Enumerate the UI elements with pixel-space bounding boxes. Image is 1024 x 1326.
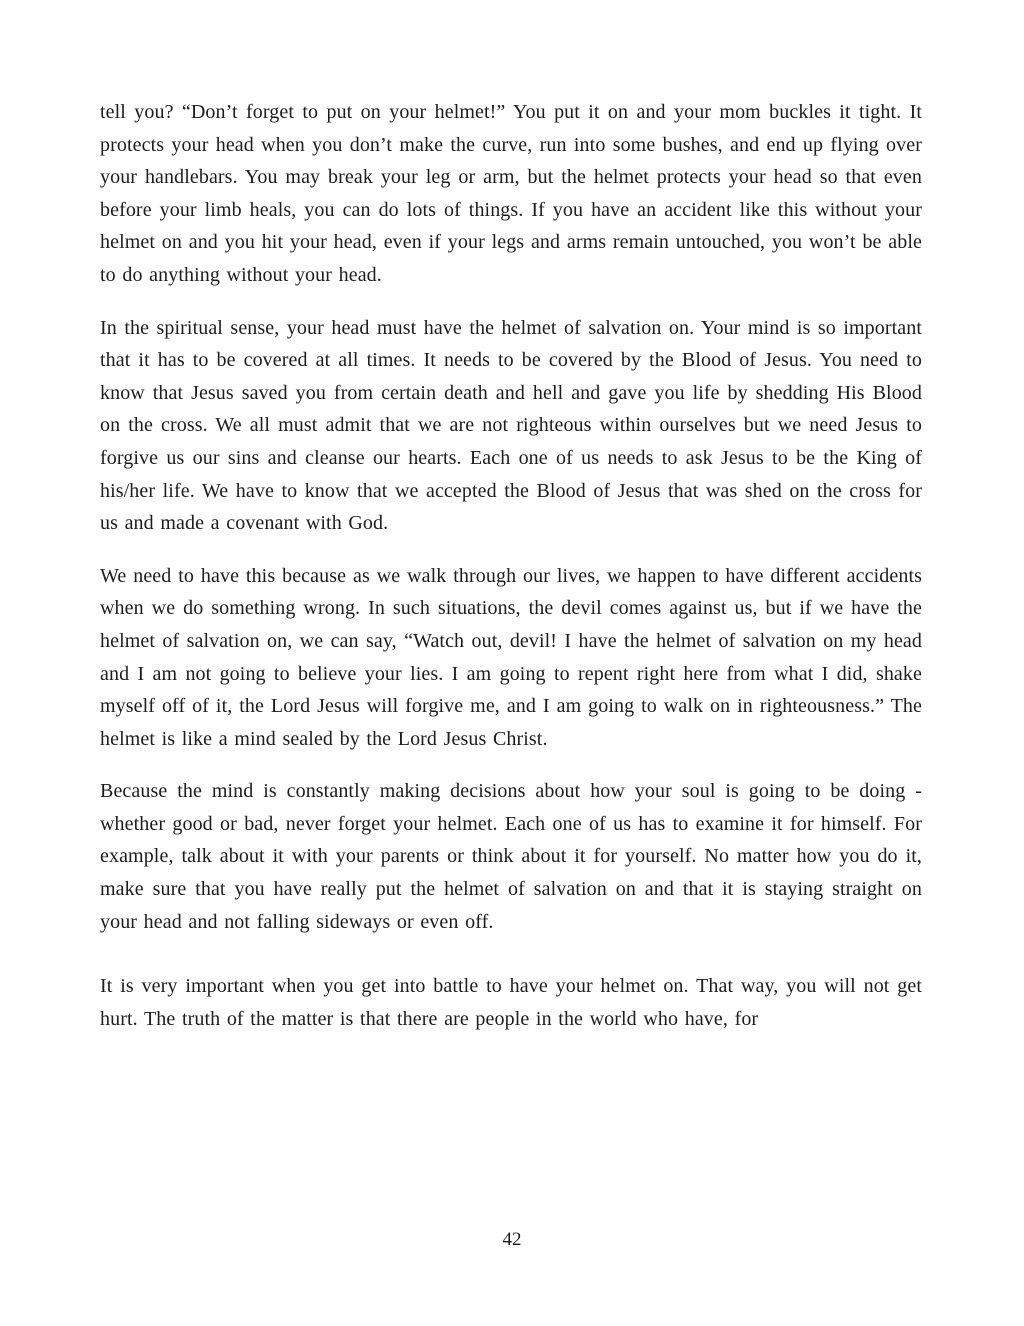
body-text <box>100 96 922 1055</box>
page-number: 42 <box>502 1229 522 1250</box>
body-paragraph: It is very important when you get into battle to have your helmet on. That way, you will not get hurt. The truth of the matter is that there are people in the world who have, for <box>100 975 922 1030</box>
body-paragraph: tell you? “Don’t forget to put on your helmet!” You put it on and your mom buckles it tight. It protects your head when you don’t make the curve, run into some bushes, and end up flying over your handlebars. You may break your leg or arm, but the helmet protects your head so that even before your limb heals, you can do lots of things. If you have an accident like this without your helmet on and you hit your head, even if your legs and arms remain untouched, you won’t be able to do anything without your head. <box>100 101 922 286</box>
body-paragraph: We need to have this because as we walk through our lives, we happen to have different accidents when we do something wrong. In such situations, the devil comes against us, but if we have the helmet of salvation on, we can say, “Watch out, devil! I have the helmet of salvation on my head and I am not going to believe your lies. I am going to repent right here from what I did, shake myself off of it, the Lord Jesus will forgive me, and I am going to walk on in righteousness.” The helmet is like a mind sealed by the Lord Jesus Christ. <box>100 564 922 750</box>
body-paragraph: Because the mind is constantly making decisions about how your soul is going to be doing - whether good or bad, never forget your helmet. Each one of us has to examine it for himself. For example, talk about it with your parents or think about it for yourself. No matter how you do it, make sure that you have really put the helmet of salvation on and that it is staying straight on your head and not falling sideways or even off. <box>100 780 922 933</box>
body-paragraph: In the spiritual sense, your head must have the helmet of salvation on. Your mind is so important that it has to be covered at all times. It needs to be covered by the Blood of Jesus. You need to know that Jesus saved you from certain death and hell and gave you life by shedding His Blood on the cross. We all must admit that we are not righteous within ourselves but we need Jesus to forgive us our sins and cleanse our hearts. Each one of us needs to ask Jesus to be the King of his/her life. We have to know that we accepted the Blood of Jesus that was shed on the cross for us and made a covenant with God. <box>100 316 922 535</box>
